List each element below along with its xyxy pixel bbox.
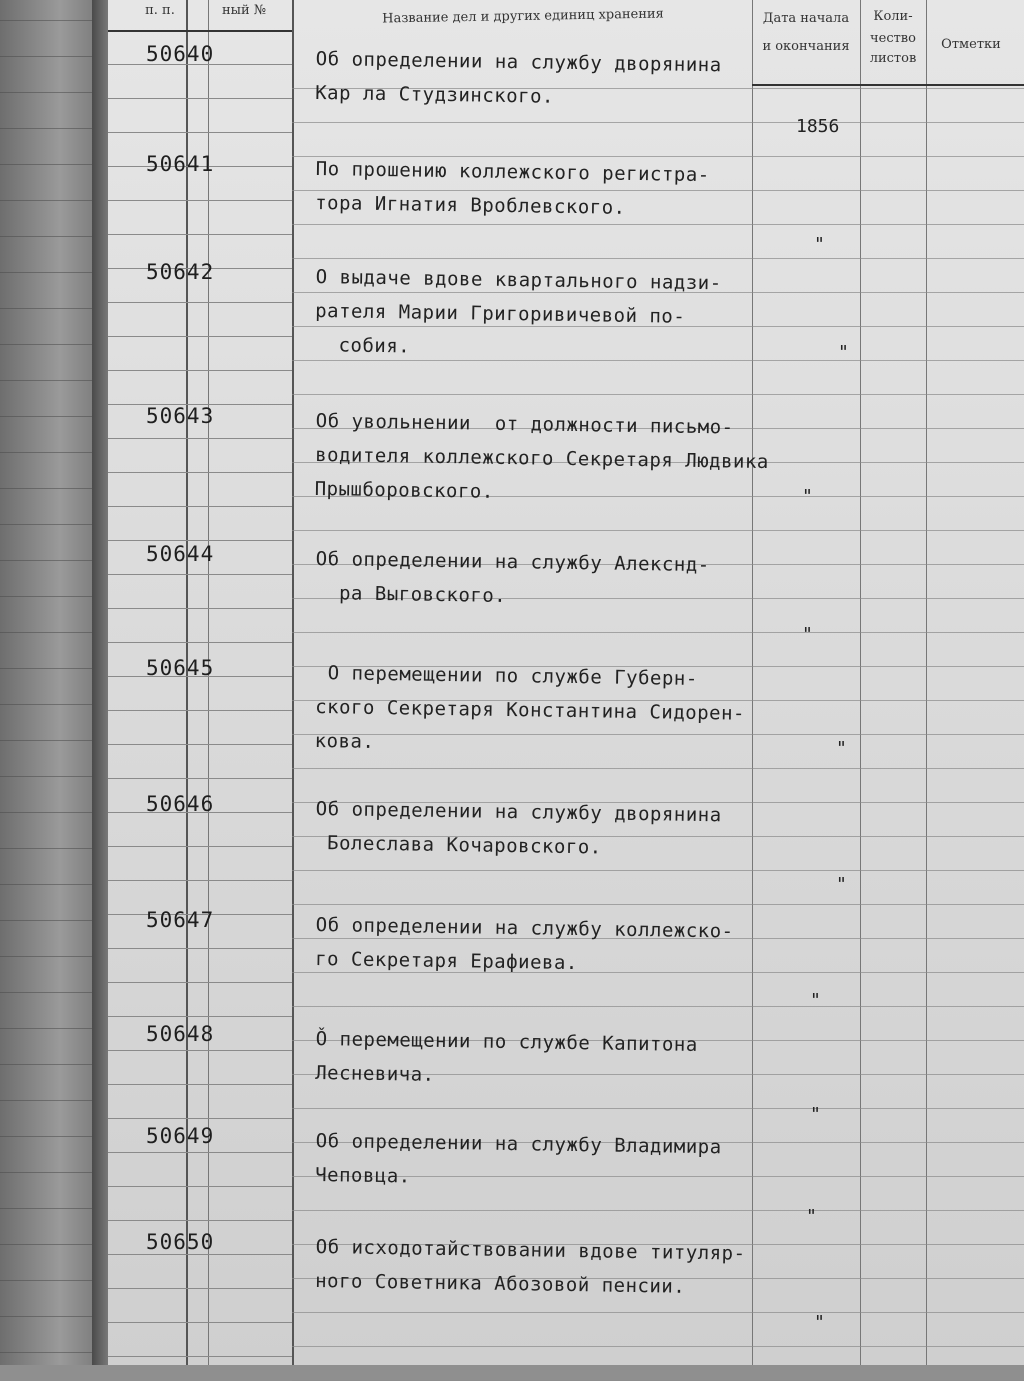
adjacent-page-rule xyxy=(0,1316,100,1317)
header-rule-right xyxy=(752,84,1024,86)
adjacent-page-rule xyxy=(0,776,100,777)
row-rule xyxy=(292,1006,1024,1007)
column-rule-pp xyxy=(208,0,209,1365)
row-rule xyxy=(292,258,1024,259)
row-rule xyxy=(108,1186,292,1187)
row-rule xyxy=(292,768,1024,769)
record-title xyxy=(315,1230,746,1305)
row-rule xyxy=(292,870,1024,871)
record-title-line: Об определении на службу дворянина xyxy=(315,797,722,827)
record-title-line: Лесневича. xyxy=(315,1061,435,1086)
record-title xyxy=(315,1022,698,1096)
record-number: 50646 xyxy=(146,792,215,816)
record-number: 50640 xyxy=(146,42,215,66)
adjacent-page-rule xyxy=(0,560,100,561)
column-rule-left xyxy=(186,0,188,1365)
column-rule-title xyxy=(292,0,294,1365)
row-rule xyxy=(108,132,292,133)
column-rule-notes xyxy=(926,0,927,1365)
adjacent-page-rule xyxy=(0,1136,100,1137)
adjacent-page-rule xyxy=(0,452,100,453)
record-title xyxy=(315,908,734,983)
adjacent-page-rule xyxy=(0,740,100,741)
row-rule xyxy=(292,122,1024,123)
row-rule xyxy=(108,1220,292,1221)
header-rule-left xyxy=(108,30,292,32)
adjacent-page-rule xyxy=(0,632,100,633)
record-title xyxy=(315,542,710,616)
row-rule xyxy=(108,1118,292,1119)
adjacent-page-rule xyxy=(0,1064,100,1065)
record-number: 50645 xyxy=(146,656,215,680)
header-pp: п. п. xyxy=(145,3,175,18)
row-rule xyxy=(108,1356,292,1357)
row-rule xyxy=(292,632,1024,633)
row-rule xyxy=(108,234,292,235)
record-title-line: О выдаче вдове квартального надзи- xyxy=(315,265,722,295)
row-rule xyxy=(108,540,292,541)
row-rule xyxy=(292,530,1024,531)
row-rule xyxy=(292,1346,1024,1347)
record-title-line: Об определении на службу Владимира xyxy=(315,1129,722,1159)
row-rule xyxy=(108,744,292,745)
record-number: 50642 xyxy=(146,260,215,284)
record-title-line: Чеповца. xyxy=(315,1163,411,1188)
adjacent-page-rule xyxy=(0,344,100,345)
adjacent-page-rule xyxy=(0,812,100,813)
record-number: 50648 xyxy=(146,1022,215,1046)
row-rule xyxy=(108,336,292,337)
adjacent-page-rule xyxy=(0,1172,100,1173)
adjacent-page-rule xyxy=(0,1280,100,1281)
record-date: " xyxy=(802,624,813,645)
header-count xyxy=(860,8,926,68)
record-title-line: водителя коллежского Секретаря Людвика xyxy=(315,443,770,474)
record-title xyxy=(314,260,721,368)
adjacent-page-rule xyxy=(0,992,100,993)
row-rule xyxy=(292,394,1024,395)
row-rule xyxy=(108,1084,292,1085)
record-title-line: Об определении на службу коллежско- xyxy=(315,913,734,943)
record-date: " xyxy=(802,486,813,507)
column-rule-date xyxy=(752,0,753,1365)
row-rule xyxy=(108,778,292,779)
record-title-line: Об исходотайствовании вдове титуляр- xyxy=(315,1235,746,1265)
adjacent-page-rule xyxy=(0,884,100,885)
adjacent-page-rule xyxy=(0,848,100,849)
adjacent-page-rule xyxy=(0,1028,100,1029)
row-rule xyxy=(108,438,292,439)
header-notes: Отметки xyxy=(941,37,1001,52)
record-title-line: рателя Марии Григоривичевой по- xyxy=(315,299,686,328)
record-number: 50641 xyxy=(146,152,215,176)
header-count-line3: листов xyxy=(869,51,917,66)
row-rule xyxy=(292,1108,1024,1109)
row-rule xyxy=(108,1322,292,1323)
header-date xyxy=(752,10,860,56)
adjacent-page-rule xyxy=(0,308,100,309)
adjacent-page-rule xyxy=(0,1100,100,1101)
record-number: 50644 xyxy=(146,542,215,566)
record-date: " xyxy=(810,1104,821,1125)
record-title-line: Об увольнении от должности письмо- xyxy=(315,409,734,439)
record-title-line: Болеслава Кочаровского. xyxy=(315,831,602,859)
row-rule xyxy=(108,506,292,507)
adjacent-page-rule xyxy=(0,236,100,237)
row-rule xyxy=(108,472,292,473)
record-number: 50650 xyxy=(146,1230,215,1254)
record-title-line: О перемещении по службе Губерн- xyxy=(315,661,698,690)
header-title: Название дел и других единиц хранения xyxy=(382,6,664,27)
adjacent-page-rule xyxy=(0,380,100,381)
record-title xyxy=(314,656,745,765)
header-date-line1: Дата начала xyxy=(762,11,850,26)
row-rule xyxy=(108,642,292,643)
adjacent-page-rule xyxy=(0,524,100,525)
header-count-line1: Коли- xyxy=(873,9,913,24)
record-title-line: ра Выговского. xyxy=(315,581,507,607)
record-title-line: По прошению коллежского регистра- xyxy=(315,157,710,187)
adjacent-page-rule xyxy=(0,56,100,57)
record-title-line: го Секретаря Ерафиева. xyxy=(315,947,579,975)
record-title-line: Ǒ перемещении по службе Капитона xyxy=(315,1027,698,1056)
record-date: " xyxy=(836,738,847,759)
row-rule xyxy=(108,574,292,575)
record-date: " xyxy=(814,1312,825,1333)
record-title xyxy=(315,792,722,866)
record-date: " xyxy=(838,342,849,363)
record-title xyxy=(314,404,769,513)
record-title xyxy=(315,42,722,116)
row-rule xyxy=(108,608,292,609)
record-date: " xyxy=(810,990,821,1011)
adjacent-page-rule xyxy=(0,1352,100,1353)
record-number: 50643 xyxy=(146,404,215,428)
adjacent-page-rule xyxy=(0,488,100,489)
row-rule xyxy=(108,1254,292,1255)
record-title-line: Прышборовского. xyxy=(314,477,494,503)
row-rule xyxy=(108,370,292,371)
record-title-line: кова. xyxy=(314,729,375,753)
row-rule xyxy=(292,1312,1024,1313)
adjacent-page-rule xyxy=(0,1244,100,1245)
record-title-line: Об определении на службу Алекснд- xyxy=(315,547,710,577)
record-title-line: Кар ла Студзинского. xyxy=(315,81,555,108)
row-rule xyxy=(108,710,292,711)
row-rule xyxy=(108,880,292,881)
record-title-line: ного Советника Абозовой пенсии. xyxy=(315,1269,686,1298)
row-rule xyxy=(108,1050,292,1051)
adjacent-page-rule xyxy=(0,1208,100,1209)
record-title-line: Об определении на службу дворянина xyxy=(315,47,722,77)
header-date-line2: и окончания xyxy=(762,39,850,54)
record-title-line: тора Игнатия Вроблевского. xyxy=(315,191,626,219)
row-rule xyxy=(108,1152,292,1153)
adjacent-page-rule xyxy=(0,416,100,417)
row-rule xyxy=(108,846,292,847)
record-title xyxy=(315,152,710,226)
row-rule xyxy=(108,302,292,303)
record-title-line: собия. xyxy=(314,333,411,358)
column-rule-count xyxy=(860,0,861,1365)
adjacent-page-rule xyxy=(0,956,100,957)
row-rule xyxy=(108,1288,292,1289)
adjacent-page-rule xyxy=(0,128,100,129)
adjacent-page-rule xyxy=(0,20,100,21)
adjacent-page-rule xyxy=(0,272,100,273)
row-rule xyxy=(108,200,292,201)
row-rule xyxy=(108,98,292,99)
record-date: 1856 xyxy=(796,116,840,137)
record-date: " xyxy=(814,234,825,255)
record-number: 50649 xyxy=(146,1124,215,1148)
adjacent-page-rule xyxy=(0,668,100,669)
adjacent-page-rule xyxy=(0,596,100,597)
adjacent-page-rule xyxy=(0,920,100,921)
register-page xyxy=(108,0,1024,1365)
record-title-line: ского Секретаря Константина Сидорен- xyxy=(315,695,746,725)
header-number: ный № xyxy=(221,3,267,18)
record-number: 50647 xyxy=(146,908,215,932)
adjacent-page-rule xyxy=(0,704,100,705)
row-rule xyxy=(292,904,1024,905)
adjacent-page xyxy=(0,0,100,1365)
record-title xyxy=(315,1124,722,1198)
record-date: " xyxy=(806,1206,817,1227)
adjacent-page-rule xyxy=(0,200,100,201)
row-rule xyxy=(108,948,292,949)
row-rule xyxy=(292,1210,1024,1211)
adjacent-page-rule xyxy=(0,164,100,165)
row-rule xyxy=(108,982,292,983)
header-count-line2: чество xyxy=(870,31,916,46)
record-date: " xyxy=(836,874,847,895)
adjacent-page-rule xyxy=(0,92,100,93)
row-rule xyxy=(108,1016,292,1017)
